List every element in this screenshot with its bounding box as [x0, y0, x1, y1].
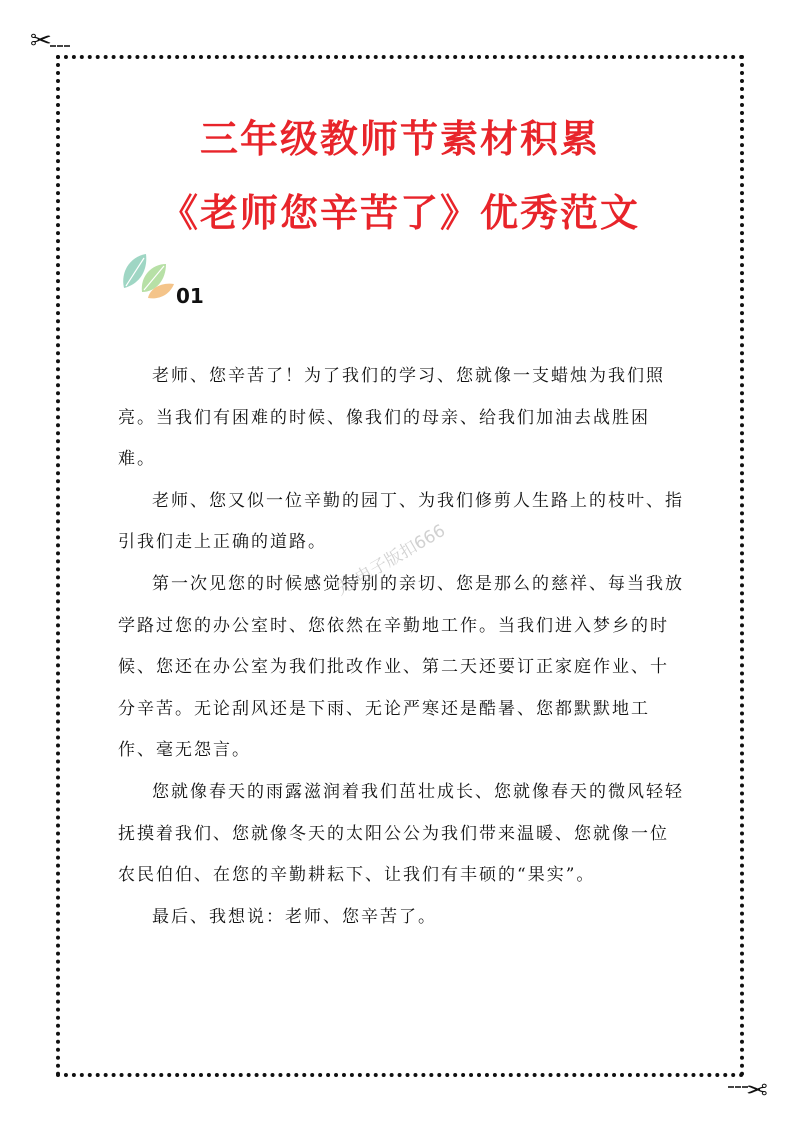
paragraph: 老师、您辛苦了！为了我们的学习、您就像一支蜡烛为我们照亮。当我们有困难的时候、像我们的母亲、给我们加油去战胜困难。 — [118, 366, 665, 470]
article-body — [118, 356, 684, 938]
scissors-icon: ✂ — [30, 26, 52, 56]
paragraph: 第一次见您的时候感觉特别的亲切、您是那么的慈祥、每当我放学路过您的办公室时、您依然在辛勤地工作。当我们进入梦乡的时候、您还在办公室为我们批改作业、第二天还要订正家庭作业、十分辛苦。无论刮风还是下雨、无论严寒还是酷暑、您都默默地工作、毫无怨言。 — [118, 573, 684, 761]
section-number: 01 — [176, 284, 204, 308]
cut-line-top-left — [50, 45, 70, 47]
page-title: 三年级教师节素材积累 — [199, 117, 600, 161]
cut-line-bottom-right — [728, 1086, 748, 1088]
paragraph: 最后、我想说：老师、您辛苦了。 — [152, 906, 437, 927]
paragraph: 老师、您又似一位辛勤的园丁、为我们修剪人生路上的枝叶、指引我们走上正确的道路。 — [118, 490, 684, 553]
paragraph: 您就像春天的雨露滋润着我们茁壮成长、您就像春天的微风轻轻抚摸着我们、您就像冬天的太阳公公为我们带来温暖、您就像一位农民伯伯、在您的辛勤耕耘下、让我们有丰硕的“果实”。 — [118, 781, 684, 886]
scissors-icon: ✂ — [746, 1073, 768, 1103]
page-subtitle: 《老师您辛苦了》优秀范文 — [159, 191, 640, 235]
watermark-text: 先 电子版扣666 — [332, 520, 449, 600]
leaf-icon — [118, 248, 178, 304]
